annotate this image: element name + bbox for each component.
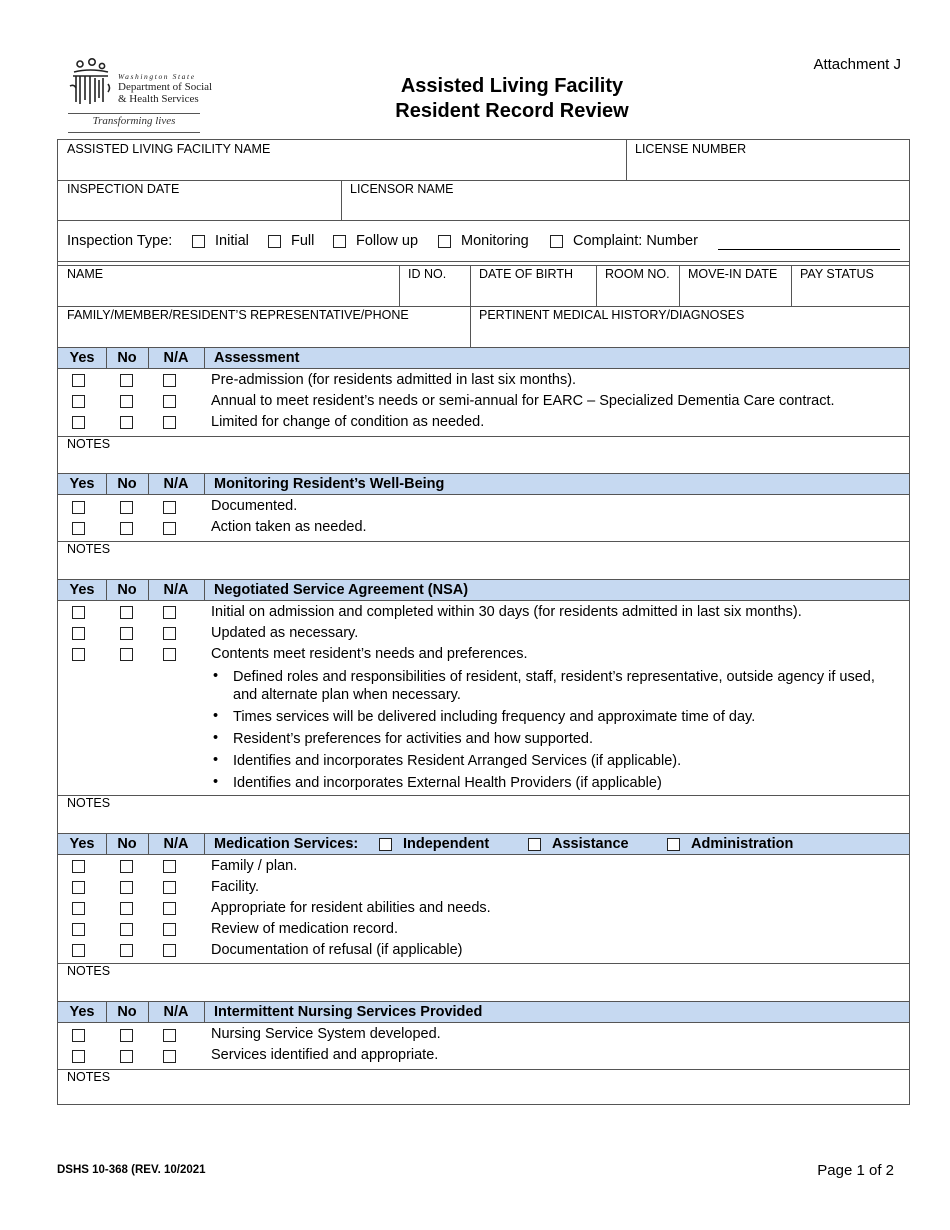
monitoring-2-na[interactable]: [163, 522, 176, 535]
assessment-2-na[interactable]: [163, 395, 176, 408]
nsa-header: [58, 579, 909, 601]
nursing-2-yes[interactable]: [72, 1050, 85, 1063]
nsa-2-na[interactable]: [163, 627, 176, 640]
nsa-bullet-3: Resident’s preferences for activities and how supported.: [233, 731, 594, 747]
nsa-1-na[interactable]: [163, 606, 176, 619]
assessment-item-2: Annual to meet resident’s needs or semi-annual for EARC – Specialized Dementia Care contract.: [211, 393, 835, 409]
nsa-notes-field[interactable]: [58, 796, 910, 833]
monitoring-header: [58, 473, 909, 495]
pay-status-label: PAY STATUS: [800, 267, 874, 281]
initial-label: Initial: [215, 233, 249, 249]
initial-checkbox[interactable]: [192, 235, 205, 248]
logo-line-3: & Health Services: [118, 93, 199, 105]
nursing-2-no[interactable]: [120, 1050, 133, 1063]
monitoring-label: Monitoring: [461, 233, 529, 249]
name-label: NAME: [67, 267, 104, 281]
assessment-3-na[interactable]: [163, 416, 176, 429]
nsa-3-no[interactable]: [120, 648, 133, 661]
medication-title: Medication Services:: [214, 836, 359, 852]
complaint-number-field[interactable]: [718, 249, 900, 250]
complaint-checkbox[interactable]: [550, 235, 563, 248]
col-no: No: [117, 350, 137, 366]
dob-label: DATE OF BIRTH: [479, 267, 573, 281]
nsa-1-no[interactable]: [120, 606, 133, 619]
col-na: N/A: [163, 350, 189, 366]
medication-5-na[interactable]: [163, 944, 176, 957]
assessment-title: Assessment: [214, 350, 300, 366]
medication-item-1: Family / plan.: [211, 858, 298, 874]
license-number-label: LICENSE NUMBER: [635, 142, 747, 156]
inspection-date-field[interactable]: [58, 180, 341, 220]
dshs-seal-icon: [68, 58, 112, 110]
bullet-mark: •: [213, 708, 219, 724]
nsa-3-na[interactable]: [163, 648, 176, 661]
medication-2-yes[interactable]: [72, 881, 85, 894]
nsa-3-yes[interactable]: [72, 648, 85, 661]
nsa-bullet-5: Identifies and incorporates External Health Providers (if applicable): [233, 775, 662, 791]
monitoring-checkbox[interactable]: [438, 235, 451, 248]
complaint-label: Complaint: Number: [573, 233, 698, 249]
assessment-header: [58, 347, 909, 369]
id-no-label: ID NO.: [408, 267, 447, 281]
assessment-1-no[interactable]: [120, 374, 133, 387]
nsa-bullet-2: Times services will be delivered including frequency and approximate time of day.: [233, 709, 756, 725]
full-checkbox[interactable]: [268, 235, 281, 248]
col-yes: Yes: [69, 476, 95, 492]
medication-item-3: Appropriate for resident abilities and needs.: [211, 900, 491, 916]
col-yes: Yes: [69, 1004, 95, 1020]
assessment-2-yes[interactable]: [72, 395, 85, 408]
assessment-1-na[interactable]: [163, 374, 176, 387]
col-no: No: [117, 836, 137, 852]
nursing-item-2: Services identified and appropriate.: [211, 1047, 439, 1063]
nursing-header: [58, 1001, 909, 1023]
follow-up-checkbox[interactable]: [333, 235, 346, 248]
licensor-name-field[interactable]: [342, 180, 910, 220]
col-no: No: [117, 1004, 137, 1020]
medication-1-na[interactable]: [163, 860, 176, 873]
nsa-2-no[interactable]: [120, 627, 133, 640]
license-number-field[interactable]: [627, 140, 910, 180]
nsa-item-1: Initial on admission and completed within 30 days (for residents admitted in last six months).: [211, 604, 802, 620]
monitoring-item-2: Action taken as needed.: [211, 519, 367, 535]
page-title: [300, 74, 724, 124]
assessment-notes-field[interactable]: [58, 437, 910, 473]
medication-3-na[interactable]: [163, 902, 176, 915]
nsa-item-3: Contents meet resident’s needs and preferences.: [211, 646, 528, 662]
facility-name-field[interactable]: [58, 140, 626, 180]
move-in-date-label: MOVE-IN DATE: [688, 267, 778, 281]
attachment-label: Attachment J: [813, 56, 901, 73]
medication-item-2: Facility.: [211, 879, 260, 895]
bullet-mark: •: [213, 774, 219, 790]
monitoring-title: Monitoring Resident’s Well-Being: [214, 476, 445, 492]
form-code: DSHS 10-368 (REV. 10/2021: [57, 1164, 206, 1176]
medication-2-na[interactable]: [163, 881, 176, 894]
nursing-title: Intermittent Nursing Services Provided: [214, 1004, 483, 1020]
assessment-3-yes[interactable]: [72, 416, 85, 429]
record-review-form: [57, 139, 910, 1105]
bullet-mark: •: [213, 752, 219, 768]
nursing-notes-label: NOTES: [67, 1070, 111, 1084]
col-no: No: [117, 476, 137, 492]
medication-notes-label: NOTES: [67, 964, 111, 978]
title-line-2: Resident Record Review: [395, 100, 629, 122]
assessment-item-1: Pre-admission (for residents admitted in last six months).: [211, 372, 577, 388]
bullet-mark: •: [213, 668, 219, 684]
col-na: N/A: [163, 582, 189, 598]
assessment-2-no[interactable]: [120, 395, 133, 408]
assistance-label: Assistance: [552, 836, 629, 852]
monitoring-notes-field[interactable]: [58, 542, 910, 579]
medication-2-no[interactable]: [120, 881, 133, 894]
bullet-mark: •: [213, 730, 219, 746]
medication-item-4: Review of medication record.: [211, 921, 398, 937]
nursing-notes-field[interactable]: [58, 1070, 910, 1104]
monitoring-1-na[interactable]: [163, 501, 176, 514]
inspection-type-label: Inspection Type:: [67, 233, 173, 249]
facility-name-label: ASSISTED LIVING FACILITY NAME: [67, 142, 271, 156]
monitoring-item-1: Documented.: [211, 498, 298, 514]
nursing-1-no[interactable]: [120, 1029, 133, 1042]
medication-1-no[interactable]: [120, 860, 133, 873]
nursing-2-na[interactable]: [163, 1050, 176, 1063]
medication-item-5: Documentation of refusal (if applicable): [211, 942, 463, 958]
nsa-title: Negotiated Service Agreement (NSA): [214, 582, 469, 598]
nsa-2-yes[interactable]: [72, 627, 85, 640]
monitoring-1-no[interactable]: [120, 501, 133, 514]
inspection-date-label: INSPECTION DATE: [67, 182, 180, 196]
administration-label: Administration: [691, 836, 794, 852]
medical-history-label: PERTINENT MEDICAL HISTORY/DIAGNOSES: [479, 308, 745, 322]
nsa-bullet-4: Identifies and incorporates Resident Arranged Services (if applicable).: [233, 753, 682, 769]
monitoring-2-yes[interactable]: [72, 522, 85, 535]
nsa-notes-label: NOTES: [67, 796, 111, 810]
medication-3-yes[interactable]: [72, 902, 85, 915]
licensor-name-label: LICENSOR NAME: [350, 182, 454, 196]
nsa-1-yes[interactable]: [72, 606, 85, 619]
col-yes: Yes: [69, 836, 95, 852]
medication-header: [58, 833, 909, 855]
nursing-1-na[interactable]: [163, 1029, 176, 1042]
page-number: Page 1 of 2: [817, 1162, 894, 1179]
administration-checkbox[interactable]: [667, 838, 680, 851]
title-line-1: Assisted Living Facility: [400, 75, 624, 97]
logo-line-1: Washington State: [118, 72, 196, 81]
col-na: N/A: [163, 836, 189, 852]
medication-3-no[interactable]: [120, 902, 133, 915]
assessment-1-yes[interactable]: [72, 374, 85, 387]
independent-label: Independent: [403, 836, 490, 852]
room-no-label: ROOM NO.: [605, 267, 670, 281]
logo-line-2: Department of Social: [118, 81, 213, 93]
medication-5-yes[interactable]: [72, 944, 85, 957]
col-yes: Yes: [69, 582, 95, 598]
independent-checkbox[interactable]: [379, 838, 392, 851]
nursing-item-1: Nursing Service System developed.: [211, 1026, 441, 1042]
monitoring-notes-label: NOTES: [67, 542, 111, 556]
medication-4-yes[interactable]: [72, 923, 85, 936]
dshs-logo: [68, 58, 213, 134]
assessment-notes-label: NOTES: [67, 437, 111, 451]
col-na: N/A: [163, 1004, 189, 1020]
col-yes: Yes: [69, 350, 95, 366]
nsa-item-2: Updated as necessary.: [211, 625, 359, 641]
col-na: N/A: [163, 476, 189, 492]
assessment-3-no[interactable]: [120, 416, 133, 429]
medication-notes-field[interactable]: [58, 964, 910, 1001]
assessment-item-3: Limited for change of condition as needed.: [211, 414, 485, 430]
full-label: Full: [291, 233, 315, 249]
follow-up-label: Follow up: [356, 233, 419, 249]
medication-4-na[interactable]: [163, 923, 176, 936]
monitoring-2-no[interactable]: [120, 522, 133, 535]
nursing-1-yes[interactable]: [72, 1029, 85, 1042]
nsa-bullet-1: Defined roles and responsibilities of resident, staff, resident’s representative, outside agency if used, and alternate plan when necessary.: [233, 669, 875, 703]
medication-5-no[interactable]: [120, 944, 133, 957]
col-no: No: [117, 582, 137, 598]
monitoring-1-yes[interactable]: [72, 501, 85, 514]
representative-label: FAMILY/MEMBER/RESIDENT’S REPRESENTATIVE/PHONE: [67, 308, 409, 322]
assistance-checkbox[interactable]: [528, 838, 541, 851]
logo-tagline: Transforming lives: [92, 115, 176, 127]
medication-1-yes[interactable]: [72, 860, 85, 873]
medication-4-no[interactable]: [120, 923, 133, 936]
